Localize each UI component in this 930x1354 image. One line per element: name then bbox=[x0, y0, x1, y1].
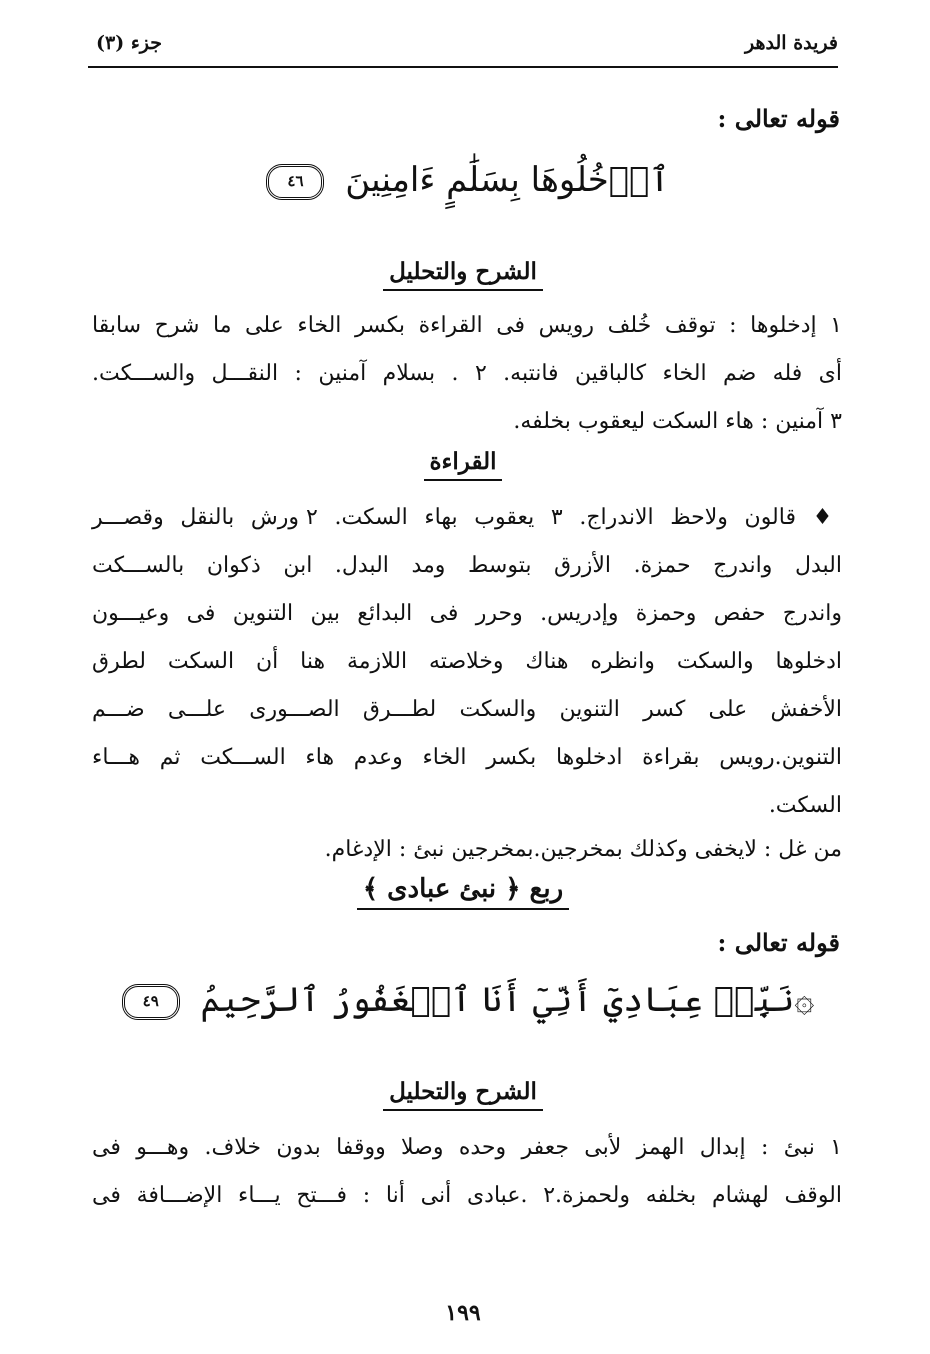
note-line: الوقف لهشام بخلفه ولحمزة.٢ .عبادى أنى أنا : فـــتح يـــاء الإضـــافة فى bbox=[92, 1183, 843, 1208]
verse-text: ۞نَبِّئۡ عِبَادِيٓ أَنِّيٓ أَنَا ٱلۡغَفُورُ ٱلرَّحِيمُ bbox=[200, 980, 815, 1020]
book-title: فريدة الدهر bbox=[745, 32, 838, 54]
explanation-notes bbox=[92, 302, 842, 446]
note-line: ١ نبئ : إبدال الهمز لأبى جعفر وحده وصلا ووقفا بدون خلاف. وهـــو فى bbox=[92, 1135, 842, 1160]
ayah-number-badge: ٤٩ bbox=[122, 984, 180, 1020]
qiraa-line: الأخفش على كسر التنوين والسكت لطـــرق الصـــورى علـــى ضـــم bbox=[92, 697, 842, 722]
quran-verse bbox=[88, 978, 838, 1022]
rub-title: ربع ﴿ نبئ عبادى ﴾ bbox=[357, 874, 569, 910]
quran-verse bbox=[88, 158, 838, 202]
qiraa-line: البدل واندرج حمزة. الأزرق بتوسط ومد البدل. ابن ذكوان بالســـكت bbox=[92, 553, 842, 578]
heading-text: الشرح والتحليل bbox=[383, 1078, 543, 1111]
verse-intro-label: قوله تعالى : bbox=[717, 928, 840, 957]
note-line: ٣ آمنين : هاء السكت ليعقوب بخلفه. bbox=[513, 409, 842, 434]
rub-heading bbox=[88, 874, 838, 910]
explanation-notes bbox=[92, 1124, 842, 1220]
verse-intro-label: قوله تعالى : bbox=[717, 104, 840, 133]
qiraa-line: التنوين.رويس بقراءة ادخلوها بكسر الخاء وعدم هاء الســـكت ثم هـــاء bbox=[92, 745, 842, 770]
ghul-note bbox=[82, 826, 842, 874]
ayah-number-badge: ٤٦ bbox=[266, 164, 324, 200]
heading-text: القراءة bbox=[424, 448, 503, 481]
qiraa-line: السكت. bbox=[768, 793, 842, 818]
qiraa-line: ♦ قالون ولاحظ الاندراج. ٣ يعقوب بهاء السكت. ٢ ورش بالنقل وقصـــر bbox=[92, 505, 842, 530]
qiraa-paragraph bbox=[92, 494, 842, 830]
note-line: أى فله ضم الخاء كالباقين فانتبه. ٢ . بسلام آمنين : النقـــل والســـكت. bbox=[92, 361, 842, 386]
qiraa-heading bbox=[88, 448, 838, 481]
ghul-text: من غل : لايخفى وكذلك بمخرجين.بمخرجين نبئ : الإدغام. bbox=[324, 837, 842, 862]
part-number: جزء (٣) bbox=[96, 32, 162, 54]
qiraa-line: ادخلوها والسكت وانظره هناك وخلاصته اللازمة هنا أن السكت لطرق bbox=[92, 649, 842, 674]
page-number: ١٩٩ bbox=[445, 1300, 481, 1326]
running-header bbox=[88, 26, 838, 68]
section-heading bbox=[88, 258, 838, 291]
qiraa-line: واندرج حفص وحمزة وإدريس. وحرر فى البدائع بين التنوين فى وعيـــون bbox=[92, 601, 842, 626]
heading-text: الشرح والتحليل bbox=[383, 258, 543, 291]
section-heading bbox=[88, 1078, 838, 1111]
note-line: ١ إدخلوها : توقف خُلف رويس فى القراءة بكسر الخاء على ما شرح سابقا bbox=[92, 313, 842, 338]
verse-text: ٱدۡخُلُوهَا بِسَلَٰمٍ ءَامِنِينَ bbox=[345, 160, 670, 200]
